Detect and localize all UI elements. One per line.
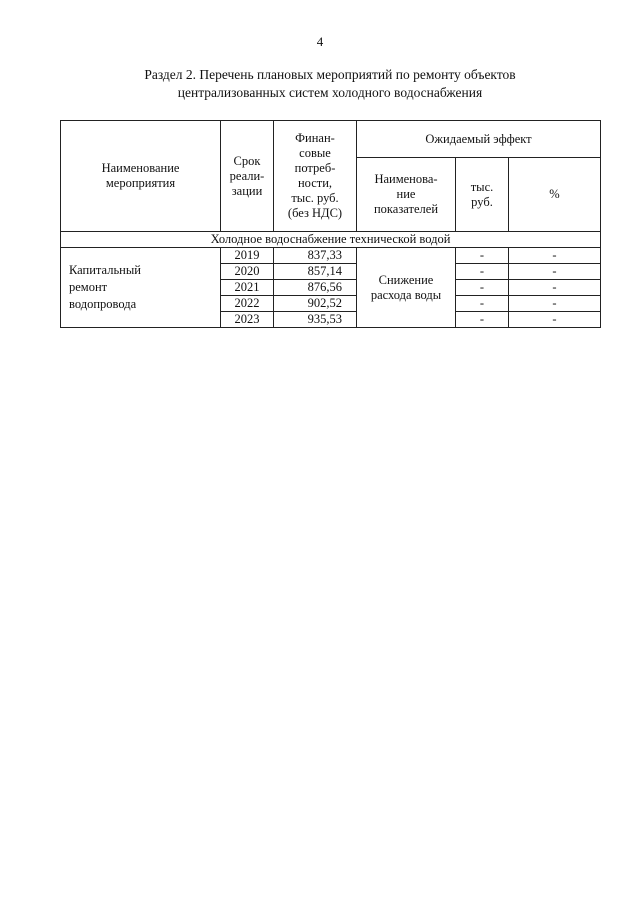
effect-indicator-line-1: Снижение (378, 272, 434, 287)
header-term (221, 121, 274, 232)
amount-cell: 935,53 (274, 312, 357, 328)
section-title-line-2: централизованных систем холодного водоснабжения (177, 85, 483, 100)
activity-name-line-1: Капитальный (69, 263, 141, 277)
year-cell: 2021 (221, 280, 274, 296)
activity-name (61, 248, 221, 328)
measures-table (60, 120, 601, 328)
header-financial-needs-line-4: ности, (297, 176, 333, 190)
thousand-rub-cell: - (456, 280, 509, 296)
effect-indicator (357, 248, 456, 328)
activity-name-line-2: ремонт (69, 280, 108, 294)
header-indicator-name-line-1: Наименова- (374, 172, 438, 186)
header-indicator-name-line-3: показателей (373, 202, 439, 216)
header-thousand-rub-line-2: руб. (471, 194, 493, 209)
year-cell: 2022 (221, 296, 274, 312)
amount-cell: 876,56 (274, 280, 357, 296)
page-number: 4 (316, 34, 324, 49)
percent-cell: - (509, 248, 601, 264)
header-term-line-1: Срок (233, 153, 261, 168)
header-thousand-rub-line-1: тыс. (470, 179, 494, 194)
header-term-line-3: зации (231, 183, 263, 198)
thousand-rub-cell: - (456, 312, 509, 328)
percent-cell: - (509, 296, 601, 312)
year-cell: 2023 (221, 312, 274, 328)
header-percent: % (509, 158, 601, 232)
thousand-rub-cell: - (456, 248, 509, 264)
header-row-1 (61, 121, 601, 158)
header-indicator-name (357, 158, 456, 232)
header-financial-needs-line-1: Финан- (295, 131, 335, 145)
year-cell: 2019 (221, 248, 274, 264)
header-thousand-rub (456, 158, 509, 232)
header-indicator-name-line-2: ние (396, 187, 416, 201)
year-cell: 2020 (221, 264, 274, 280)
percent-cell: - (509, 312, 601, 328)
table-row (61, 248, 601, 264)
thousand-rub-cell: - (456, 296, 509, 312)
header-term-line-2: реали- (229, 168, 265, 183)
header-activity-name-line-2: мероприятия (105, 176, 176, 190)
header-expected-effect: Ожидаемый эффект (357, 121, 601, 158)
thousand-rub-cell: - (456, 264, 509, 280)
header-activity-name-line-1: Наименование (101, 161, 180, 175)
section-title (60, 66, 600, 102)
effect-indicator-line-2: расхода воды (370, 287, 442, 302)
activity-name-line-3: водопровода (69, 297, 137, 311)
header-financial-needs-line-6: (без НДС) (287, 206, 343, 220)
header-financial-needs (274, 121, 357, 232)
amount-cell: 857,14 (274, 264, 357, 280)
amount-cell: 902,52 (274, 296, 357, 312)
percent-cell: - (509, 280, 601, 296)
amount-cell: 837,33 (274, 248, 357, 264)
header-financial-needs-line-2: совые (299, 146, 331, 160)
section-label: Холодное водоснабжение технической водой (61, 232, 601, 248)
header-financial-needs-line-3: потреб- (294, 161, 336, 175)
percent-cell: - (509, 264, 601, 280)
section-row (61, 232, 601, 248)
section-title-line-1: Раздел 2. Перечень плановых мероприятий по ремонту объектов (144, 67, 516, 82)
header-activity-name (61, 121, 221, 232)
header-financial-needs-line-5: тыс. руб. (291, 191, 339, 205)
